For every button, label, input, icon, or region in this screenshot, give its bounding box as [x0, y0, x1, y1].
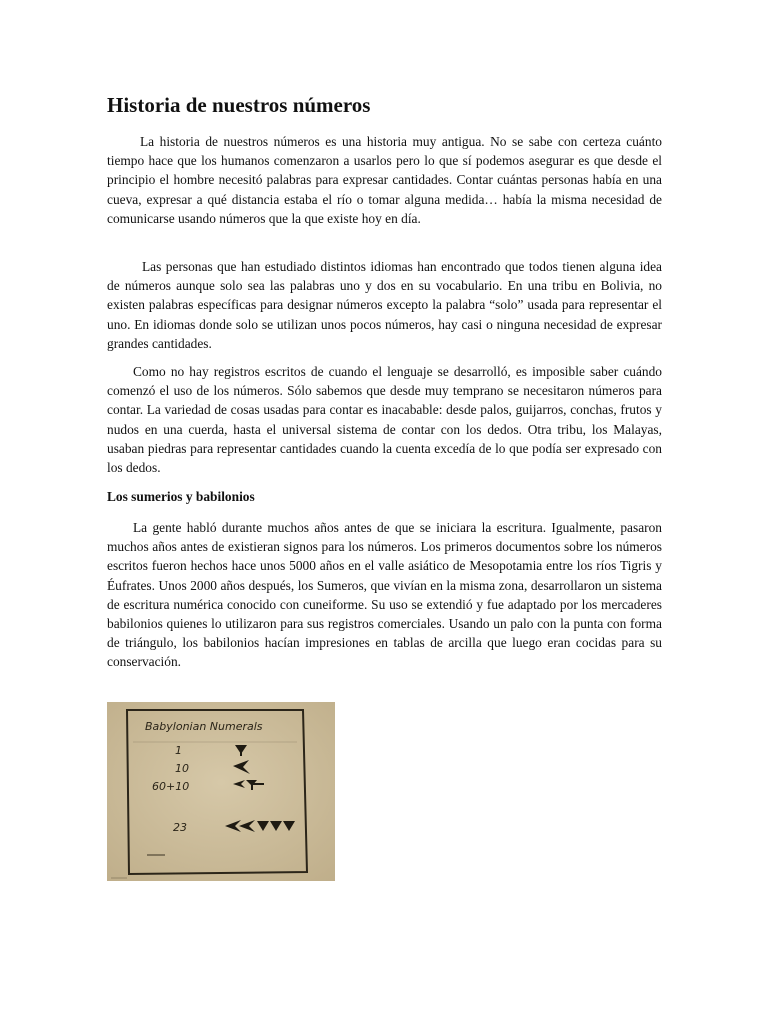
- numeral-label-23: 23: [173, 821, 187, 834]
- paragraph-languages: Las personas que han estudiado distintos idiomas han encontrado que todos tienen alguna idea de números aunque solo sea las palabras uno y dos en su vocabulario. En una tribu en Bolivia, no existen palabras específicas para designar números excepto la palabra “solo” usada para representar el uno. En idiomas donde solo se utilizan unos pocos números, hay casi o ninguna necesidad de expresar grandes cantidades.: [107, 259, 662, 351]
- numeral-label-10: 10: [175, 762, 189, 775]
- page-title: Historia de nuestros números: [107, 93, 371, 117]
- paragraph-intro: La historia de nuestros números es una historia muy antigua. No se sabe con certeza cuánto tiempo hace que los humanos comenzaron a usarlos pero lo que sí podemos asegurar es que desde el principio el hombre necesitó palabras para expresar cantidades. Contar cuántas personas había en una cueva, expresar a qué distancia estaba el río o tomar alguna medida… había la misma necesidad de comunicarse usando números que la que existe hoy en día.: [107, 134, 662, 226]
- paragraph-sumerians: La gente habló durante muchos años antes de que se iniciara la escritura. Igualmente, pasaron muchos años antes de existieran signos para los números. Los primeros documentos sobre los números escritos fueron hechos hace unos 5000 años en el valle asiático de Mesopotamia entre los ríos Tigris y Éufrates. Unos 2000 años después, los Sumeros, que vivían en la misma zona, desarrollaron un sistema de escritura numérica conocido con cuneiforme. Su uso se extendió y fue adaptado por los mercaderes babilonios quienes lo utilizaron para sus registros comerciales. Usando un palo con la punta con forma de triángulo, los babilonios hacían impresiones en tablas de arcilla que luego eran cocidas para su conservación.: [107, 520, 662, 670]
- babylonian-numerals-illustration: [107, 702, 335, 881]
- paragraph-counting: Como no hay registros escritos de cuando el lenguaje se desarrolló, es imposible saber cuándo comenzó el uso de los números. Sólo sabemos que desde muy temprano se necesitaron números para contar. La variedad de cosas usadas para contar es inacabable: desde palos, guijarros, conchas, frutos y nudos en una cuerda, hasta el universal sistema de contar con los dedos. Otra tribu, los Malayas, usaban piedras para representar cantidades cuando la cuenta excedía de lo que podía ser expresado con los dedos.: [107, 364, 662, 476]
- numeral-label-60-10: 60+10: [152, 780, 190, 793]
- section-heading: Los sumerios y babilonios: [107, 489, 255, 504]
- numeral-label-1: 1: [175, 744, 182, 757]
- figure-caption: Babylonian Numerals: [145, 720, 263, 733]
- babylonian-numerals-image: [107, 702, 335, 881]
